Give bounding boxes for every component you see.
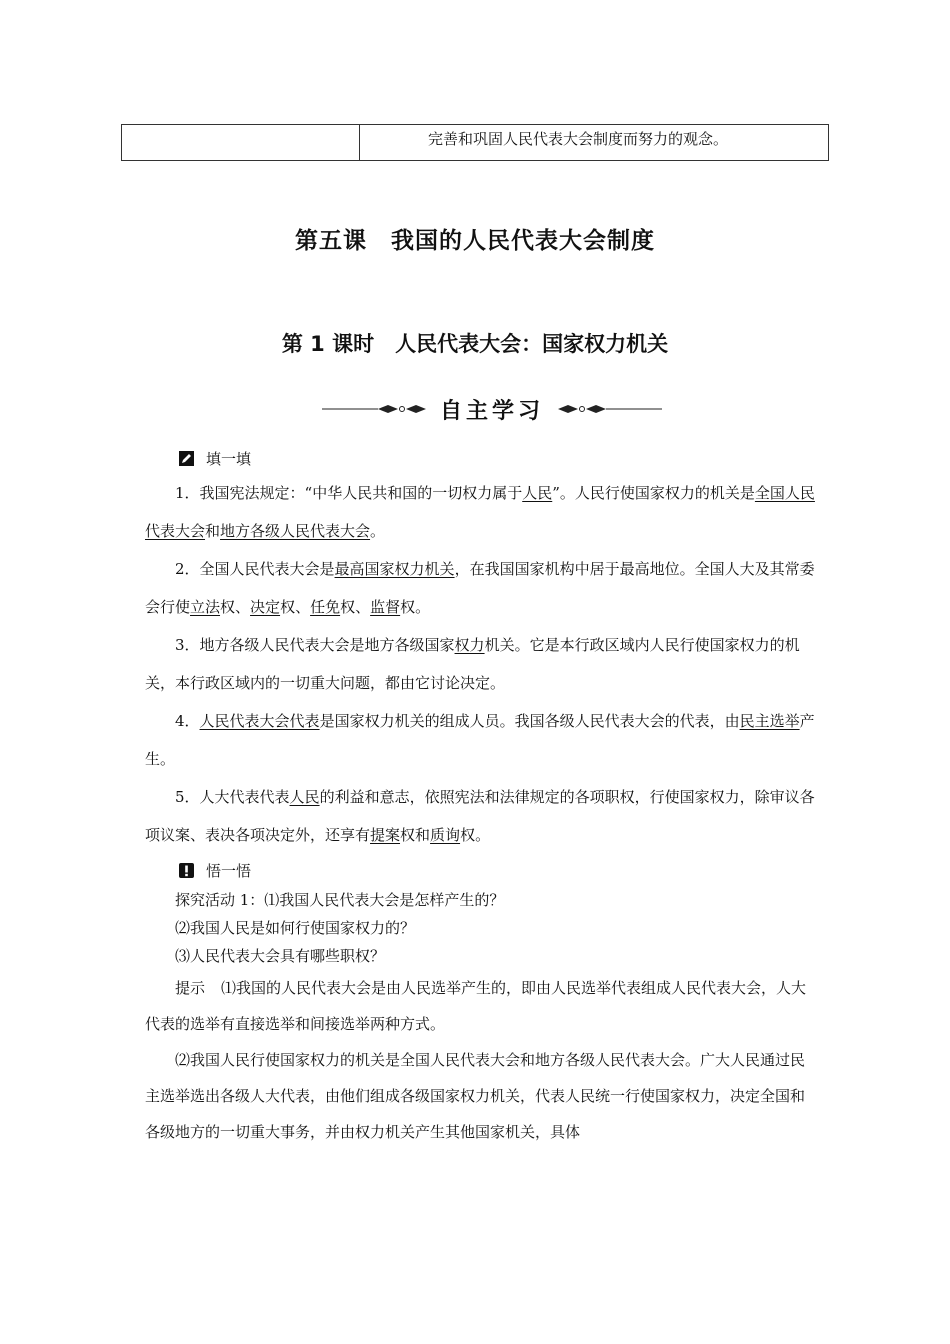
fill-heading bbox=[145, 442, 815, 474]
text: 是国家权力机关的组成人员。我国各级人民代表大会的代表，由 bbox=[319, 712, 740, 730]
answer-blank: 质询 bbox=[430, 826, 461, 844]
think-heading-text: 悟一悟 bbox=[206, 861, 252, 880]
answer-blank: 任免 bbox=[310, 598, 341, 616]
question-2: ⑵我国人民是如何行使国家权力的？ bbox=[175, 919, 416, 937]
fill-item-3 bbox=[145, 626, 815, 702]
ornament-right-icon bbox=[552, 402, 662, 416]
text: 机关。它是本行政区域内人民行使国家权力的机关，本行政区域内的一切重大问题，都由它讨论决定。 bbox=[145, 636, 800, 692]
answer-blank: 权力 bbox=[454, 636, 485, 654]
question-1: 探究活动 1：⑴我国人民代表大会是怎样产生的？ bbox=[175, 891, 505, 909]
section-banner bbox=[315, 392, 669, 426]
answer-blank: 决定 bbox=[250, 598, 281, 616]
answer-blank: 人民 bbox=[289, 788, 320, 806]
text: 2．全国人民代表大会是 bbox=[175, 560, 335, 578]
hint-label: 提示 bbox=[175, 979, 206, 997]
answer-blank: 民主选举 bbox=[739, 712, 800, 730]
fill-item-4 bbox=[145, 702, 815, 778]
question-3: ⑶人民代表大会具有哪些职权？ bbox=[175, 947, 386, 965]
answer-blank: 人民 bbox=[522, 484, 553, 502]
answer-blank: 最高国家权力机关 bbox=[334, 560, 455, 578]
text: 产生。 bbox=[145, 712, 815, 768]
exclamation-square-icon bbox=[179, 863, 194, 878]
text: 和 bbox=[205, 522, 221, 540]
answer-1-text: ⑴我国的人民代表大会是由人民选举产生的，即由人民选举代表组成人民代表大会，人大代表的选举有直接选举和间接选举两种方式。 bbox=[145, 979, 807, 1033]
text: 权和 bbox=[400, 826, 431, 844]
text: 4． bbox=[175, 712, 200, 730]
answer-blank: 提案 bbox=[370, 826, 401, 844]
text: ，在我国国家机构中居于最高地位。全国人大及其常委会行使 bbox=[145, 560, 815, 616]
answer-1 bbox=[145, 970, 815, 1042]
ornament-left-icon bbox=[322, 402, 432, 416]
table-cell-left bbox=[122, 125, 360, 160]
text: 权、 bbox=[340, 598, 371, 616]
text: 3．地方各级人民代表大会是地方各级国家 bbox=[175, 636, 455, 654]
table-cell-right: 完善和巩固人民代表大会制度而努力的观念。 bbox=[428, 130, 729, 148]
text: ”。人民行使国家权力的机关是 bbox=[552, 484, 755, 502]
answer-blank: 地方各级人民代表大会 bbox=[220, 522, 371, 540]
text: 。 bbox=[370, 522, 386, 540]
text: 权。 bbox=[400, 598, 431, 616]
banner-title: 自主学习 bbox=[439, 398, 544, 424]
fill-heading-text: 填一填 bbox=[206, 449, 252, 468]
text: 5．人大代表代表 bbox=[175, 788, 290, 806]
text: 权、 bbox=[280, 598, 311, 616]
fill-item-2 bbox=[145, 550, 815, 626]
pencil-square-icon bbox=[179, 451, 194, 466]
answer-blank: 全国人民代表大会 bbox=[145, 484, 815, 540]
fill-item-5 bbox=[145, 778, 815, 854]
answer-blank: 监督 bbox=[370, 598, 401, 616]
text: 权、 bbox=[220, 598, 251, 616]
text: 1．我国宪法规定：“中华人民共和国的一切权力属于 bbox=[175, 484, 523, 502]
lesson-title: 第五课 我国的人民代表大会制度 bbox=[295, 228, 655, 254]
answer-2: ⑵我国人民行使国家权力的机关是全国人民代表大会和地方各级人民代表大会。广大人民通过民主选举选出各级人大代表，由他们组成各级国家权力机关，代表人民统一行使国家权力，决定全国和各级地方的一切重大事务，并由权力机关产生其他国家机关，具体 bbox=[145, 1051, 806, 1141]
main-content bbox=[145, 442, 815, 1150]
think-heading bbox=[145, 854, 815, 886]
objectives-table-fragment bbox=[121, 124, 829, 161]
answer-blank: 立法 bbox=[190, 598, 221, 616]
period-title: 第 1 课时 人民代表大会：国家权力机关 bbox=[281, 332, 669, 356]
fill-item-1 bbox=[145, 474, 815, 550]
text: 的利益和意志，依照宪法和法律规定的各项职权，行使国家权力，除审议各项议案、表决各项决定外，还享有 bbox=[145, 788, 815, 844]
text: 权。 bbox=[460, 826, 491, 844]
answer-blank: 人民代表大会代表 bbox=[199, 712, 320, 730]
